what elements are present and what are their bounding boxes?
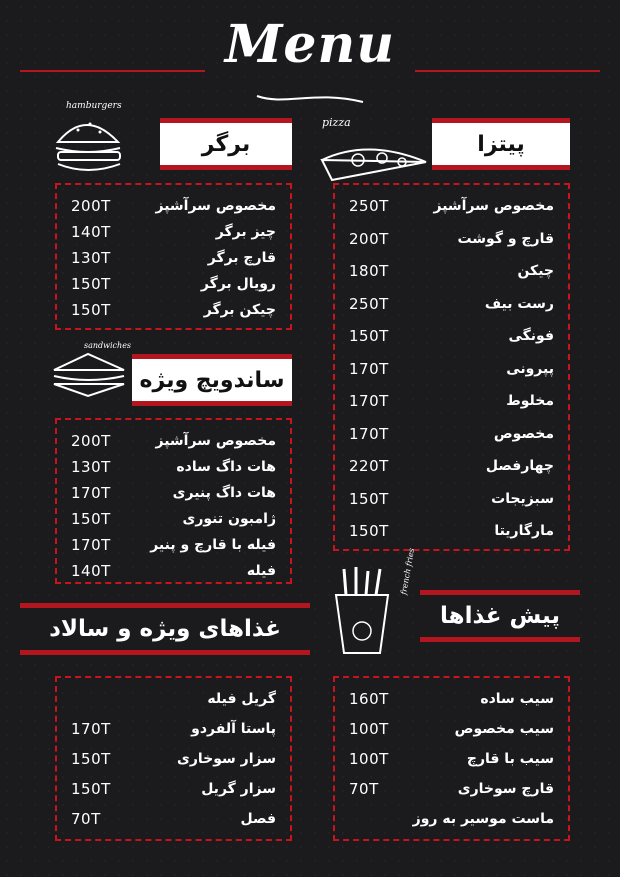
menu-item-name: مخصوص سرآشپز (155, 198, 276, 214)
menu-item-row (57, 245, 290, 271)
menu-item-price: 100T (349, 750, 389, 768)
menu-item-name: سیب با قارچ (466, 751, 554, 767)
appetizers-menu-box (333, 676, 570, 841)
menu-item-name: پپرونی (506, 360, 554, 377)
menu-item-price: 150T (71, 780, 111, 798)
menu-item-name: رویال برگر (200, 276, 276, 292)
menu-item-name: سزار گریل (201, 781, 276, 797)
menu-item-row (57, 219, 290, 245)
menu-item-price: 250T (349, 197, 389, 215)
specials-banner (20, 608, 310, 650)
menu-item-price: 200T (71, 197, 111, 215)
menu-item-name: فیله (246, 563, 276, 579)
menu-item-row (335, 258, 568, 284)
menu-item-name: مخصوص سرآشپز (155, 433, 276, 449)
pizza-icon (318, 112, 430, 184)
title-divider-right (415, 70, 600, 72)
menu-item-price: 150T (349, 327, 389, 345)
menu-item-name: فیله با قارچ و پنیر (150, 537, 276, 553)
menu-item-name: مخلوط (506, 393, 554, 409)
menu-item-name: چیکن برگر (203, 302, 276, 318)
hamburger-icon-label: hamburgers (66, 101, 122, 111)
menu-item-price: 100T (349, 720, 389, 738)
menu-item-row (335, 356, 568, 382)
sandwich-menu-box (55, 418, 292, 584)
appetizers-banner-bottom-bar (420, 637, 580, 642)
menu-item-price: 130T (71, 249, 111, 267)
menu-item-name: سبزیجات (491, 490, 554, 507)
menu-item-name: قارچ سوخاری (457, 781, 554, 797)
menu-item-price: 150T (71, 510, 111, 528)
menu-item-price: 170T (71, 720, 111, 738)
title-divider-left (20, 70, 205, 72)
menu-item-name: ژامبون تنوری (182, 511, 276, 527)
menu-item-row (57, 776, 290, 802)
menu-item-name: گریل فیله (207, 691, 276, 707)
menu-item-name: چهارفصل (485, 458, 554, 474)
menu-item-row (57, 193, 290, 219)
pizza-banner-bottom-bar (432, 165, 570, 170)
menu-item-row (335, 323, 568, 349)
menu-item-price: 150T (349, 489, 389, 508)
burger-banner-bottom-bar (160, 165, 292, 170)
hamburger-icon (48, 100, 138, 180)
menu-item-price: 150T (349, 522, 389, 540)
menu-item-name: سیب ساده (480, 691, 554, 707)
menu-item-name: مخصوص (493, 425, 554, 442)
menu-item-row (335, 518, 568, 544)
menu-item-price: 170T (349, 392, 389, 410)
menu-item-row (335, 776, 568, 802)
menu-item-name: سزار سوخاری (177, 751, 276, 767)
menu-item-row (57, 506, 290, 532)
menu-item-price: 140T (71, 223, 111, 241)
menu-item-row (57, 716, 290, 742)
menu-item-row (335, 686, 568, 712)
menu-item-row (57, 686, 290, 712)
menu-item-name: مخصوص سرآشپز (433, 198, 554, 214)
menu-item-row (57, 532, 290, 558)
menu-item-row (335, 746, 568, 772)
menu-item-price: 220T (349, 457, 389, 475)
menu-item-name: قارچ برگر (207, 250, 276, 266)
menu-item-row (57, 428, 290, 454)
pizza-banner (432, 123, 570, 165)
menu-item-row (335, 716, 568, 742)
menu-item-name: چیکن (517, 263, 554, 279)
sandwich-banner (132, 359, 292, 401)
menu-item-name: مارگاریتا (494, 523, 554, 539)
sandwich-banner-bottom-bar (132, 401, 292, 406)
menu-item-row (335, 486, 568, 512)
menu-item-price: 70T (349, 780, 379, 798)
menu-item-row (335, 193, 568, 219)
menu-item-price: 200T (349, 229, 389, 248)
menu-item-name: چیز برگر (215, 224, 276, 240)
menu-item-row (335, 453, 568, 479)
fries-icon-label: french fries (399, 547, 417, 596)
menu-item-name: قارچ و گوشت (457, 230, 554, 247)
menu-item-row (57, 558, 290, 584)
menu-item-price: 150T (71, 301, 111, 319)
menu-item-name: فصل (240, 811, 276, 827)
french-fries-icon (326, 547, 421, 660)
menu-item-row (335, 291, 568, 317)
menu-item-price: 70T (71, 810, 101, 828)
menu-item-row (335, 388, 568, 414)
sandwich-icon-label: sandwiches (84, 341, 132, 350)
menu-item-name: هات داگ ساده (176, 459, 276, 475)
menu-item-row (57, 271, 290, 297)
sandwich-icon (48, 340, 134, 400)
menu-item-price: 170T (71, 484, 111, 502)
menu-item-row (57, 454, 290, 480)
specials-menu-box (55, 676, 292, 841)
menu-item-row (335, 806, 568, 832)
menu-item-row (335, 226, 568, 252)
menu-item-price: 180T (349, 262, 389, 280)
menu-item-row (57, 297, 290, 323)
menu-item-price: 130T (71, 458, 111, 476)
pizza-menu-box (333, 183, 570, 551)
menu-item-row (57, 746, 290, 772)
burger-banner (160, 123, 292, 165)
menu-item-price: 170T (71, 536, 111, 554)
menu-item-row (335, 421, 568, 447)
menu-item-name: هات داگ پنیری (172, 485, 276, 501)
menu-item-row (57, 480, 290, 506)
menu-item-name: فونگی (508, 328, 554, 344)
menu-item-row (57, 806, 290, 832)
menu-item-name: ماست موسیر به روز (412, 811, 554, 827)
menu-item-price: 200T (71, 432, 111, 450)
menu-item-price: 160T (349, 690, 389, 708)
menu-item-price: 150T (71, 750, 111, 768)
sandwich-section-title: ساندویچ ویژه (139, 367, 285, 393)
menu-item-price: 140T (71, 562, 111, 580)
burger-menu-box (55, 183, 292, 330)
specials-banner-bottom-bar (20, 650, 310, 655)
appetizers-banner (420, 595, 580, 637)
menu-title: Menu (224, 14, 396, 75)
title-swirl-ornament (255, 92, 365, 106)
burger-section-title: برگر (201, 131, 251, 157)
menu-item-name: رست بیف (484, 295, 554, 312)
pizza-icon-label: pizza (322, 116, 351, 129)
menu-item-name: سیب مخصوص (454, 721, 554, 737)
menu-item-price: 170T (349, 359, 389, 378)
menu-item-price: 250T (349, 294, 389, 313)
appetizers-section-title: پیش غذاها (440, 603, 561, 629)
specials-section-title: غذاهای ویژه و سالاد (49, 616, 281, 642)
menu-item-name: پاستا آلفردو (191, 721, 276, 737)
menu-item-price: 150T (71, 275, 111, 293)
pizza-section-title: پیتزا (477, 131, 525, 157)
menu-item-price: 170T (349, 424, 389, 443)
